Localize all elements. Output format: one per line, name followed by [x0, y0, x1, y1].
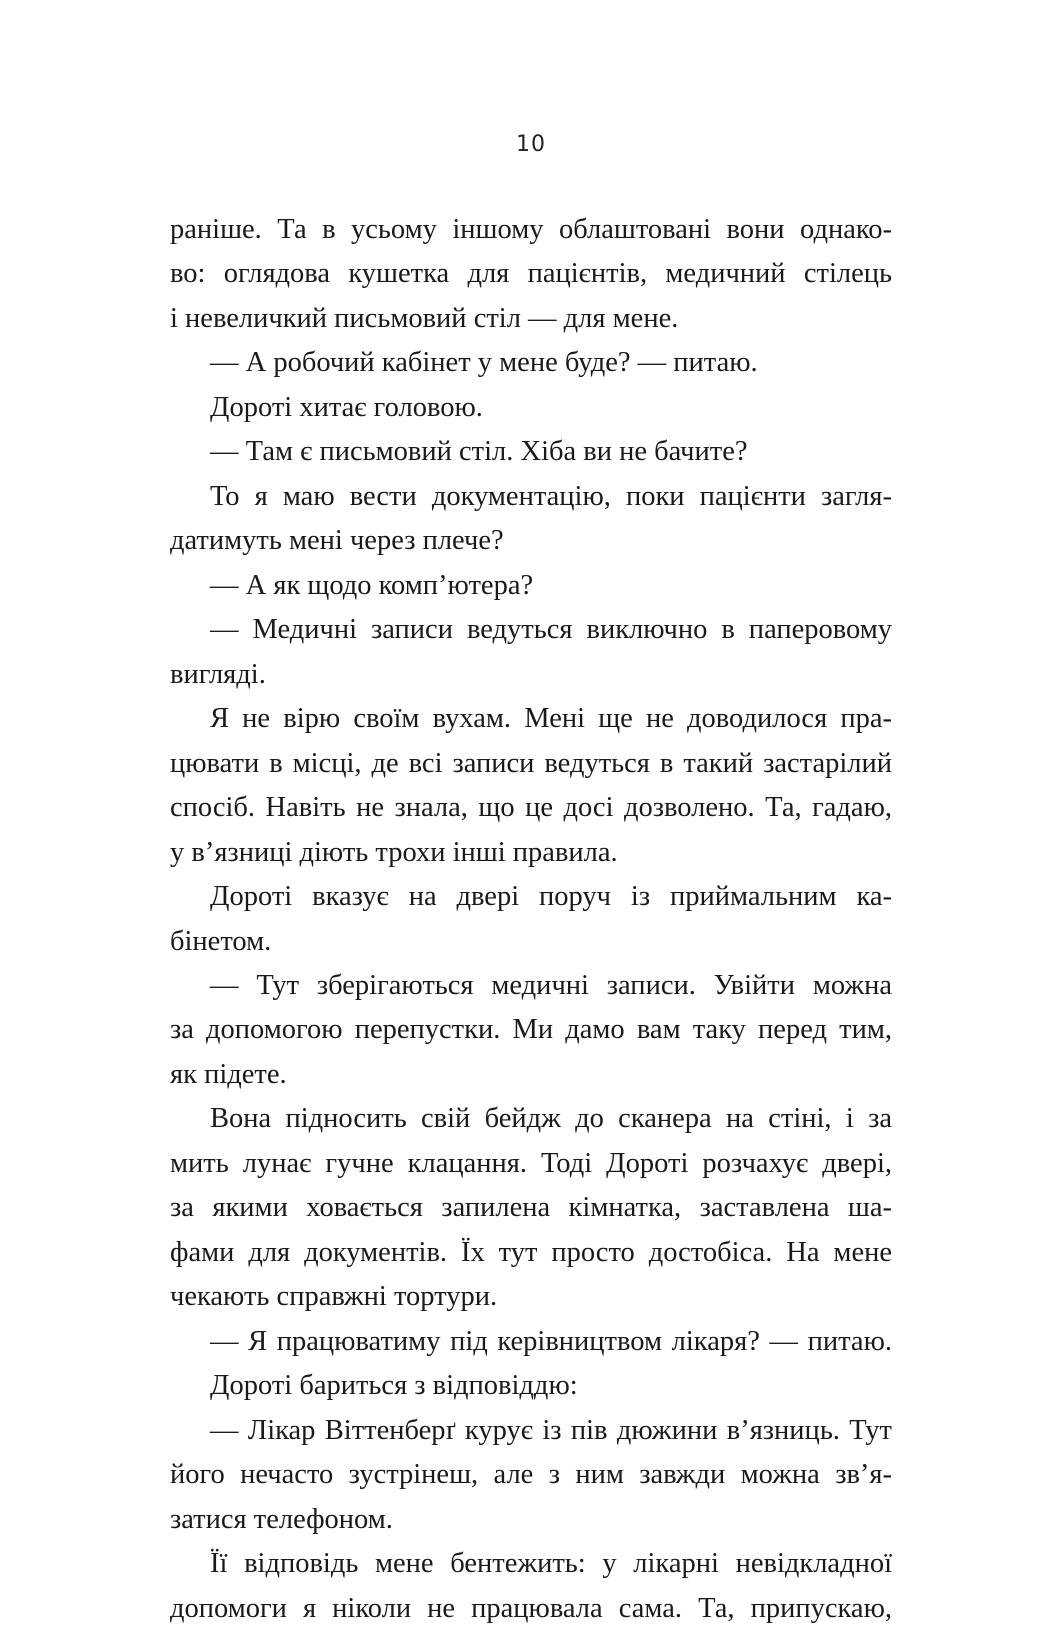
- body-text: [170, 208, 892, 1631]
- text-line: чекають справжні тортури.: [170, 1281, 498, 1313]
- text-line: мить лунає гучне клацання. Тоді Дороті розчахує двері,: [170, 1147, 892, 1179]
- text-line: Я не вірю своїм вухам. Мені ще не доводилося пра-: [210, 703, 892, 735]
- text-line: Дороті бариться з відповіддю:: [210, 1370, 578, 1402]
- text-line: Вона підносить свій бейдж до сканера на стіні, і за: [210, 1103, 892, 1135]
- text-line: затися телефоном.: [170, 1503, 393, 1535]
- text-line: вигляді.: [170, 658, 266, 690]
- text-line: — А робочий кабінет у мене буде? — питаю.: [210, 347, 758, 379]
- text-line: за допомогою перепустки. Ми дамо вам таку перед тим,: [170, 1014, 892, 1046]
- text-line: спосіб. Навіть не знала, що це досі дозволено. Та, гадаю,: [170, 792, 892, 824]
- text-line: — А як щодо комп’ютера?: [210, 569, 534, 601]
- text-line: фами для документів. Їх тут просто достобіса. На мене: [170, 1236, 892, 1268]
- text-line: То я маю вести документацію, поки пацієнти загля-: [210, 480, 892, 512]
- text-line: його нечасто зустрінеш, але з ним завжди можна зв’я-: [170, 1459, 892, 1491]
- text-line: — Я працюватиму під керівництвом лікаря? — питаю.: [210, 1325, 892, 1357]
- text-line: датимуть мені через плече?: [170, 525, 504, 557]
- page-number: 10: [516, 132, 546, 157]
- text-line: як підете.: [170, 1058, 287, 1090]
- text-line: — Там є письмовий стіл. Хіба ви не бачите?: [210, 436, 748, 468]
- text-line: і невеличкий письмовий стіл — для мене.: [170, 302, 679, 334]
- text-line: за якими ховається запилена кімнатка, заставлена ша-: [170, 1192, 892, 1224]
- text-line: Дороті хитає головою.: [210, 391, 483, 423]
- text-line: допомоги я ніколи не працювала сама. Та, припускаю,: [170, 1592, 892, 1624]
- text-line: Дороті вказує на двері поруч із приймальним ка-: [210, 881, 892, 913]
- text-line: бінетом.: [170, 925, 272, 957]
- text-line: у в’язниці діють трохи інші правила.: [170, 836, 618, 868]
- text-line: — Медичні записи ведуться виключно в паперовому: [210, 614, 892, 646]
- text-line: раніше. Та в усьому іншому облаштовані вони однако-: [170, 214, 892, 245]
- text-line: — Лікар Віттенберґ курує із пів дюжини в’язниць. Тут: [210, 1414, 892, 1446]
- text-line: — Тут зберігаються медичні записи. Увійти можна: [210, 969, 892, 1001]
- text-line: цювати в місці, де всі записи ведуться в такий застарілий: [170, 747, 892, 779]
- text-line: Її відповідь мене бентежить: у лікарні невідкладної: [210, 1548, 892, 1580]
- text-line: во: оглядова кушетка для пацієнтів, медичний стілець: [170, 258, 892, 290]
